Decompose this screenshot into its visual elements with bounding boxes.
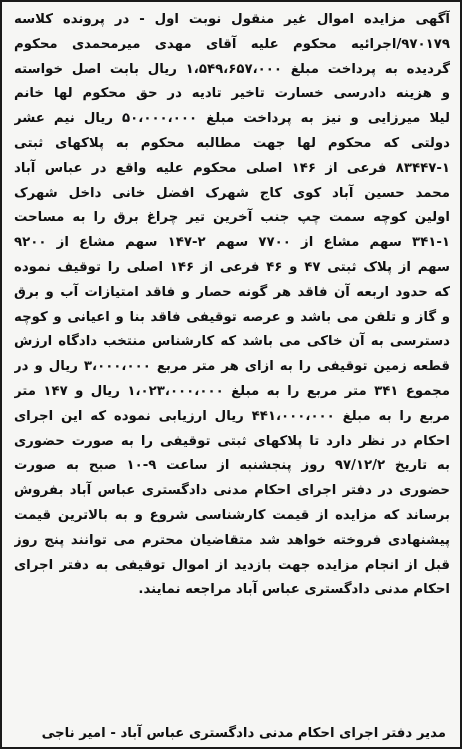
notice-line: دولتی که محکوم لها جهت مطالبه محکوم به پلاکهای ثبتی [14, 135, 450, 151]
notice-line: ۸۳۴۴۷-۱ فرعی از ۱۴۶ اصلی محکوم علیه واقع در عباس آباد [14, 160, 450, 176]
notice-line: پیشنهادی فروخته خواهد شد متقاضیان محترم می توانند پنج روز [14, 532, 450, 548]
notice-line: دسترسی به آن خاکی می باشد که کارشناس منتخب دادگاه ارزش [14, 334, 450, 350]
notice-line: حضوری در دفتر اجرای احکام مدنی دادگستری عباس آباد بفروش [14, 483, 450, 499]
notice-line: ۹۷۰۱۷۹/اجرائیه محکوم علیه آقای مهدی میرمحمدی محکوم [14, 36, 450, 52]
notice-line: قبل از انجام مزایده جهت بازدید از اموال توقیفی به دفتر اجرای [14, 557, 450, 573]
notice-line: قطعه زمین توقیفی را به ازای هر متر مربع ۳،۰۰۰،۰۰۰ ریال و در [14, 359, 450, 375]
notice-line: مربع را به مبلغ ۴۴۱،۰۰۰،۰۰۰ ریال ارزیابی نموده که این اجرای [14, 408, 450, 424]
notice-line: اولین کوچه سمت چپ جنب آخرین تیر چراغ برق را به مساحت [14, 210, 450, 226]
notice-line: لیلا میرزایی و نیز به پرداخت مبلغ ۵۰،۰۰۰،۰۰۰ ریال نیم عشر [14, 111, 450, 127]
notice-line: که حدود اربعه آن فاقد هر گونه حصار و فاقد امتیازات آب و برق [14, 284, 450, 300]
notice-signature: مدیر دفتر اجرای احکام مدنی دادگستری عباس آباد - امیر ناجی [41, 726, 446, 741]
notice-line: آگهی مزایده اموال غیر منقول نوبت اول - در پرونده کلاسه [14, 12, 450, 27]
notice-line: ۳۴۱-۱ سهم مشاع از ۷۷۰۰ سهم ۲-۱۴۷ سهم مشاع از ۹۲۰۰ [14, 235, 450, 251]
notice-line: احکام در نظر دارد تا پلاکهای ثبتی توقیفی را به صورت حضوری [14, 433, 450, 449]
notice-line: سهم از پلاک ثبتی ۴۷ و ۴۶ فرعی از ۱۴۶ اصلی را توقیف نموده [14, 259, 450, 275]
notice-line: و گاز و تلفن می باشد و عرصه توقیفی فاقد بنا و اعیانی و کوچه [14, 309, 450, 325]
notice-line: به تاریخ ۹۷/۱۲/۲ روز پنجشنبه از ساعت ۹-۱۰ صبح به صورت [14, 458, 450, 474]
notice-line: احکام مدنی دادگستری عباس آباد مراجعه نمایند. [138, 582, 450, 598]
notice-line: مجموع ۳۴۱ متر مربع را به مبلغ ۱،۰۲۳،۰۰۰،۰۰۰ ریال و ۱۴۷ متر [14, 383, 450, 399]
notice-line: برساند که مزایده از قیمت کارشناسی شروع و به بالاترین قیمت [14, 507, 450, 523]
notice-line: و هزینه دادرسی خسارت تاخیر تادیه در حق محکوم لها خانم [14, 86, 450, 102]
auction-notice-text [14, 8, 450, 603]
notice-line: محمد حسین آباد کوی کاج شهرک افضل خانی داخل شهرک [14, 185, 450, 201]
notice-line: گردیده به پرداخت مبلغ ۱،۵۴۹،۶۵۷،۰۰۰ ریال بابت اصل خواسته [14, 61, 450, 77]
